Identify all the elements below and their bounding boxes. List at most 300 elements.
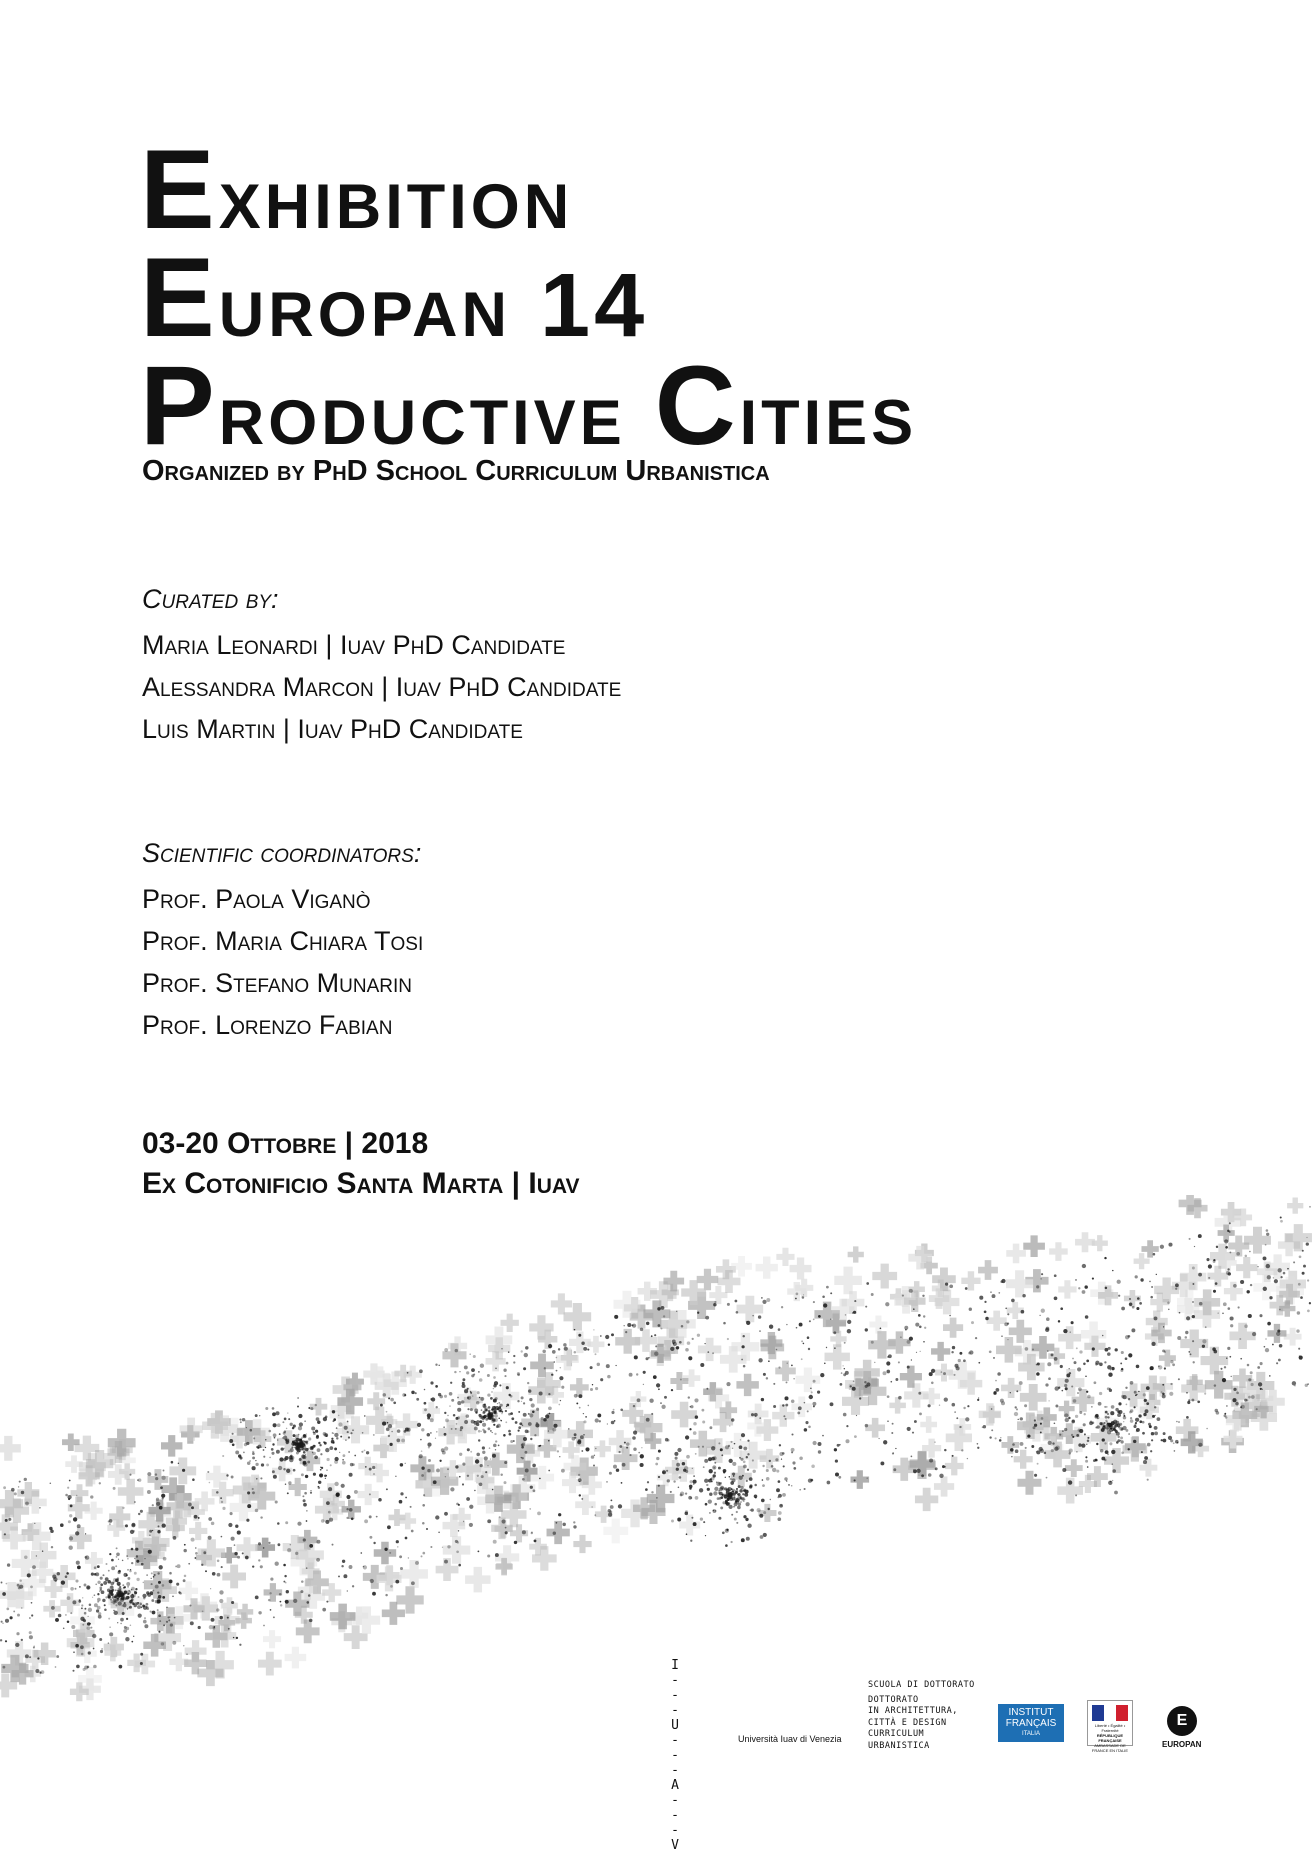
map-dot xyxy=(404,1430,407,1433)
map-dot xyxy=(306,1567,307,1568)
map-dot xyxy=(21,1639,23,1641)
map-dot xyxy=(1298,1348,1300,1350)
map-dot xyxy=(260,1477,262,1479)
map-dot xyxy=(109,1632,113,1636)
map-dot xyxy=(1059,1434,1061,1436)
map-cross xyxy=(697,1269,719,1291)
map-dot xyxy=(143,1620,147,1624)
map-dot xyxy=(161,1494,165,1498)
map-dot xyxy=(292,1441,294,1443)
map-dot xyxy=(532,1411,535,1414)
map-dot xyxy=(419,1369,423,1373)
map-dot xyxy=(506,1362,509,1365)
map-dot xyxy=(1112,1270,1113,1271)
map-dot xyxy=(1150,1450,1152,1452)
map-dot xyxy=(843,1413,847,1417)
sponsor-logos xyxy=(0,1650,1315,1853)
map-dot xyxy=(487,1465,488,1466)
map-dot xyxy=(1085,1460,1088,1463)
map-dot xyxy=(255,1509,259,1513)
map-dot xyxy=(504,1481,507,1484)
map-dot xyxy=(115,1565,117,1567)
map-dot xyxy=(1060,1307,1063,1310)
map-dot xyxy=(1154,1432,1158,1436)
map-cross xyxy=(869,1316,887,1334)
map-dot xyxy=(722,1531,725,1534)
map-dot xyxy=(1256,1408,1258,1410)
map-dot xyxy=(111,1593,114,1596)
map-dot xyxy=(1177,1336,1181,1340)
map-dot xyxy=(101,1590,105,1594)
map-cross xyxy=(374,1542,396,1564)
map-dot xyxy=(234,1552,237,1555)
map-dot xyxy=(1037,1463,1039,1465)
map-dot xyxy=(989,1350,992,1353)
map-dot xyxy=(388,1424,392,1428)
map-dot xyxy=(51,1546,53,1548)
map-dot xyxy=(525,1346,528,1349)
map-dot xyxy=(626,1447,628,1449)
map-dot xyxy=(1054,1296,1058,1300)
map-dot xyxy=(799,1489,801,1491)
map-dot xyxy=(544,1367,546,1369)
map-dot xyxy=(311,1426,315,1430)
map-dot xyxy=(907,1340,911,1344)
map-dot xyxy=(1235,1402,1239,1406)
map-dot xyxy=(1274,1279,1278,1283)
map-dot xyxy=(24,1478,27,1481)
map-dot xyxy=(556,1522,558,1524)
map-dot xyxy=(561,1469,565,1473)
map-dot xyxy=(361,1451,363,1453)
map-dot xyxy=(302,1455,306,1459)
map-dot xyxy=(688,1356,692,1360)
map-dot xyxy=(115,1604,117,1606)
map-dot xyxy=(326,1501,330,1505)
map-dot xyxy=(1118,1410,1122,1414)
map-dot xyxy=(690,1540,692,1542)
map-dot xyxy=(280,1601,282,1603)
map-dot xyxy=(390,1398,394,1402)
map-dot xyxy=(144,1558,145,1559)
map-dot xyxy=(856,1415,857,1416)
map-dot xyxy=(198,1626,201,1629)
map-dot xyxy=(618,1504,622,1508)
map-dot xyxy=(766,1377,768,1379)
map-dot xyxy=(354,1455,356,1457)
map-dot xyxy=(121,1592,124,1595)
map-dot xyxy=(421,1474,424,1477)
curator: Alessandra Marcon | Iuav PhD Candidate xyxy=(142,672,622,702)
map-dot xyxy=(252,1491,255,1494)
map-dot xyxy=(369,1515,372,1518)
map-dot xyxy=(1099,1362,1103,1366)
map-dot xyxy=(1128,1433,1130,1435)
map-dot xyxy=(1068,1480,1072,1484)
map-dot xyxy=(479,1397,480,1398)
map-dot xyxy=(1149,1281,1151,1283)
map-dot xyxy=(1250,1284,1252,1286)
map-dot xyxy=(503,1369,506,1372)
map-dot xyxy=(1136,1428,1140,1432)
map-dot xyxy=(487,1374,490,1377)
map-dot xyxy=(728,1493,732,1497)
map-dot xyxy=(1144,1399,1147,1402)
map-dot xyxy=(438,1365,439,1366)
map-dot xyxy=(130,1625,132,1627)
map-dot xyxy=(109,1627,110,1628)
map-dot xyxy=(373,1542,375,1544)
map-dot xyxy=(1112,1469,1116,1473)
map-dot xyxy=(290,1423,293,1426)
map-dot xyxy=(159,1620,161,1622)
map-dot xyxy=(685,1348,689,1352)
map-dot xyxy=(695,1415,698,1418)
map-dot xyxy=(332,1410,335,1413)
map-dot xyxy=(1225,1246,1228,1249)
map-dot xyxy=(115,1578,119,1582)
map-dot xyxy=(1011,1456,1012,1457)
map-dot xyxy=(334,1457,338,1461)
map-dot xyxy=(707,1488,710,1491)
map-dot xyxy=(297,1522,301,1526)
map-dot xyxy=(255,1414,258,1417)
map-dot xyxy=(853,1380,855,1382)
map-dot xyxy=(290,1448,294,1452)
map-dot xyxy=(714,1462,716,1464)
map-cross xyxy=(915,1488,938,1511)
map-dot xyxy=(742,1493,744,1495)
map-cross xyxy=(670,1372,688,1390)
map-dot xyxy=(559,1376,563,1380)
map-dot xyxy=(809,1395,813,1399)
map-dot xyxy=(663,1315,665,1317)
map-dot xyxy=(1071,1434,1073,1436)
map-dot xyxy=(1060,1365,1063,1368)
map-dot xyxy=(349,1473,353,1477)
map-dot xyxy=(1111,1405,1115,1409)
map-dot xyxy=(128,1607,129,1608)
map-dot xyxy=(510,1440,513,1443)
map-dot xyxy=(685,1470,688,1473)
map-dot xyxy=(325,1520,329,1524)
map-dot xyxy=(1105,1420,1107,1422)
map-dot xyxy=(135,1588,137,1590)
map-dot xyxy=(290,1455,293,1458)
map-dot xyxy=(261,1463,264,1466)
map-dot xyxy=(1208,1264,1212,1268)
map-dot xyxy=(1105,1287,1108,1290)
map-dot xyxy=(573,1525,576,1528)
map-cross xyxy=(1006,1244,1026,1264)
map-dot xyxy=(1251,1395,1255,1399)
map-dot xyxy=(680,1379,682,1381)
map-dot xyxy=(697,1334,700,1337)
map-dot xyxy=(682,1462,685,1465)
map-dot xyxy=(712,1352,714,1354)
map-dot xyxy=(553,1424,557,1428)
map-dot xyxy=(558,1348,560,1350)
map-dot xyxy=(318,1481,321,1484)
map-dot xyxy=(228,1523,232,1527)
map-dot xyxy=(839,1444,840,1445)
map-dot xyxy=(119,1589,120,1590)
map-dot xyxy=(733,1506,735,1508)
map-dot xyxy=(1163,1432,1166,1435)
map-dot xyxy=(661,1328,663,1330)
map-cross xyxy=(1207,1266,1228,1287)
map-dot xyxy=(528,1422,532,1426)
map-dot xyxy=(411,1581,415,1585)
map-dot xyxy=(1069,1372,1071,1374)
map-cross xyxy=(263,1630,281,1648)
map-dot xyxy=(1226,1405,1227,1406)
map-dot xyxy=(658,1450,661,1453)
map-dot xyxy=(29,1631,32,1634)
map-dot xyxy=(1172,1363,1175,1366)
map-dot xyxy=(272,1443,274,1445)
map-dot xyxy=(477,1391,480,1394)
map-dot xyxy=(574,1394,578,1398)
map-dot xyxy=(747,1469,749,1471)
map-dot xyxy=(1139,1302,1142,1305)
map-dot xyxy=(1085,1375,1087,1377)
map-dot xyxy=(435,1385,438,1388)
map-dot xyxy=(110,1598,112,1600)
map-dot xyxy=(739,1445,743,1449)
map-cross xyxy=(615,1329,640,1354)
map-dot xyxy=(293,1599,297,1603)
map-dot xyxy=(291,1446,293,1448)
map-dot xyxy=(641,1447,642,1448)
map-dot xyxy=(161,1642,164,1645)
map-dot xyxy=(350,1432,352,1434)
map-dot xyxy=(874,1362,875,1363)
map-dot xyxy=(1169,1392,1173,1396)
map-dot xyxy=(317,1421,320,1424)
map-dot xyxy=(1213,1260,1216,1263)
map-dot xyxy=(88,1616,89,1617)
map-dot xyxy=(1112,1424,1114,1426)
map-dot xyxy=(928,1404,931,1407)
map-dot xyxy=(813,1319,815,1321)
map-dot xyxy=(887,1421,888,1422)
map-dot xyxy=(256,1478,258,1480)
map-dot xyxy=(647,1481,649,1483)
map-dot xyxy=(216,1608,219,1611)
map-dot xyxy=(599,1420,601,1422)
map-dot xyxy=(373,1434,375,1436)
map-dot xyxy=(522,1530,526,1534)
map-dot xyxy=(833,1331,836,1334)
map-dot xyxy=(801,1340,803,1342)
map-dot xyxy=(1095,1363,1098,1366)
map-dot xyxy=(400,1492,403,1495)
map-dot xyxy=(977,1447,979,1449)
map-dot xyxy=(591,1506,592,1507)
map-dot xyxy=(714,1467,715,1468)
map-dot xyxy=(574,1433,577,1436)
map-dot xyxy=(495,1406,499,1410)
map-dot xyxy=(272,1470,275,1473)
map-dot xyxy=(348,1451,350,1453)
map-dot xyxy=(895,1448,896,1449)
map-dot xyxy=(1012,1443,1015,1446)
map-dot xyxy=(286,1590,289,1593)
map-dot xyxy=(581,1498,583,1500)
map-dot xyxy=(69,1546,73,1550)
map-dot xyxy=(742,1475,744,1477)
map-dot xyxy=(2,1592,6,1596)
map-dot xyxy=(594,1514,596,1516)
map-dot xyxy=(942,1465,945,1468)
map-dot xyxy=(458,1504,460,1506)
map-dot xyxy=(125,1524,128,1527)
map-dot xyxy=(895,1378,898,1381)
map-dot xyxy=(390,1585,393,1588)
map-dot xyxy=(529,1398,532,1401)
map-dot xyxy=(255,1596,259,1600)
map-dot xyxy=(982,1426,984,1428)
map-dot xyxy=(1001,1335,1002,1336)
map-dot xyxy=(334,1433,338,1437)
map-dot xyxy=(51,1606,55,1610)
coordinator: Prof. Lorenzo Fabian xyxy=(142,1010,393,1040)
map-dot xyxy=(743,1465,747,1469)
map-dot xyxy=(458,1530,459,1531)
map-dot xyxy=(1107,1352,1111,1356)
map-dot xyxy=(1222,1313,1224,1315)
map-dot xyxy=(643,1371,646,1374)
map-dot xyxy=(939,1474,943,1478)
map-dot xyxy=(769,1325,773,1329)
map-dot xyxy=(1229,1222,1231,1224)
map-dot xyxy=(132,1602,135,1605)
map-dot xyxy=(95,1583,97,1585)
map-dot xyxy=(345,1439,347,1441)
map-dot xyxy=(608,1344,610,1346)
map-dot xyxy=(1107,1453,1109,1455)
map-dot xyxy=(915,1323,919,1327)
map-dot xyxy=(260,1565,263,1568)
map-dot xyxy=(421,1467,424,1470)
map-dot xyxy=(795,1298,797,1300)
map-dot xyxy=(195,1557,197,1559)
map-dot xyxy=(169,1579,173,1583)
map-dot xyxy=(691,1517,693,1519)
map-dot xyxy=(959,1426,961,1428)
map-dot xyxy=(758,1358,762,1362)
map-dot xyxy=(1194,1246,1195,1247)
map-dot xyxy=(1118,1295,1120,1297)
map-dot xyxy=(66,1572,69,1575)
map-dot xyxy=(841,1372,843,1374)
map-dot xyxy=(558,1404,560,1406)
map-dot xyxy=(317,1448,321,1452)
map-dot xyxy=(797,1411,800,1414)
map-dot xyxy=(693,1483,695,1485)
map-dot xyxy=(674,1452,678,1456)
map-dot xyxy=(269,1430,272,1433)
map-dot xyxy=(552,1428,556,1432)
map-dot xyxy=(762,1300,766,1304)
map-dot xyxy=(1250,1371,1253,1374)
map-cross xyxy=(1229,1323,1255,1349)
map-dot xyxy=(303,1499,306,1502)
map-dot xyxy=(10,1616,13,1619)
map-dot xyxy=(1248,1378,1251,1381)
map-dot xyxy=(796,1327,798,1329)
map-dot xyxy=(736,1488,738,1490)
map-dot xyxy=(600,1335,602,1337)
map-dot xyxy=(996,1388,1000,1392)
map-dot xyxy=(104,1608,107,1611)
map-dot xyxy=(539,1478,541,1480)
map-dot xyxy=(297,1438,301,1442)
map-dot xyxy=(382,1422,386,1426)
map-dot xyxy=(913,1308,915,1310)
map-dot xyxy=(783,1465,785,1467)
map-dot xyxy=(692,1338,694,1340)
map-dot xyxy=(72,1600,76,1604)
map-cross xyxy=(358,1484,379,1505)
map-dot xyxy=(991,1429,993,1431)
map-dot xyxy=(231,1476,234,1479)
map-dot xyxy=(131,1641,133,1643)
map-dot xyxy=(1076,1451,1077,1452)
map-dot xyxy=(1138,1414,1141,1417)
map-dot xyxy=(1087,1439,1090,1442)
map-dot xyxy=(579,1407,581,1409)
map-dot xyxy=(694,1398,698,1402)
map-dot xyxy=(918,1392,921,1395)
map-dot xyxy=(530,1486,533,1489)
map-dot xyxy=(129,1570,131,1572)
map-dot xyxy=(100,1577,103,1580)
map-dot xyxy=(159,1631,160,1632)
map-dot xyxy=(97,1598,101,1602)
map-dot xyxy=(111,1559,114,1562)
map-dot xyxy=(184,1575,187,1578)
map-dot xyxy=(163,1624,165,1626)
map-dot xyxy=(1097,1425,1100,1428)
map-dot xyxy=(5,1519,8,1522)
map-dot xyxy=(58,1614,62,1618)
map-dot xyxy=(124,1586,126,1588)
map-dot xyxy=(893,1468,896,1471)
map-dot xyxy=(421,1428,424,1431)
map-dot xyxy=(395,1580,399,1584)
map-dot xyxy=(313,1431,315,1433)
map-dot xyxy=(813,1301,815,1303)
map-cross xyxy=(736,1374,758,1396)
map-dot xyxy=(685,1435,689,1439)
map-dot xyxy=(274,1437,276,1439)
map-cross xyxy=(934,1476,954,1496)
map-dot xyxy=(1024,1404,1027,1407)
map-dot xyxy=(711,1457,715,1461)
map-dot xyxy=(578,1478,582,1482)
map-dot xyxy=(421,1555,423,1557)
map-dot xyxy=(1240,1280,1244,1284)
map-dot xyxy=(929,1459,933,1463)
map-dot xyxy=(1157,1417,1161,1421)
map-dot xyxy=(276,1450,280,1454)
map-dot xyxy=(665,1438,669,1442)
map-dot xyxy=(916,1469,920,1473)
map-dot xyxy=(305,1475,308,1478)
map-dot xyxy=(711,1446,715,1450)
